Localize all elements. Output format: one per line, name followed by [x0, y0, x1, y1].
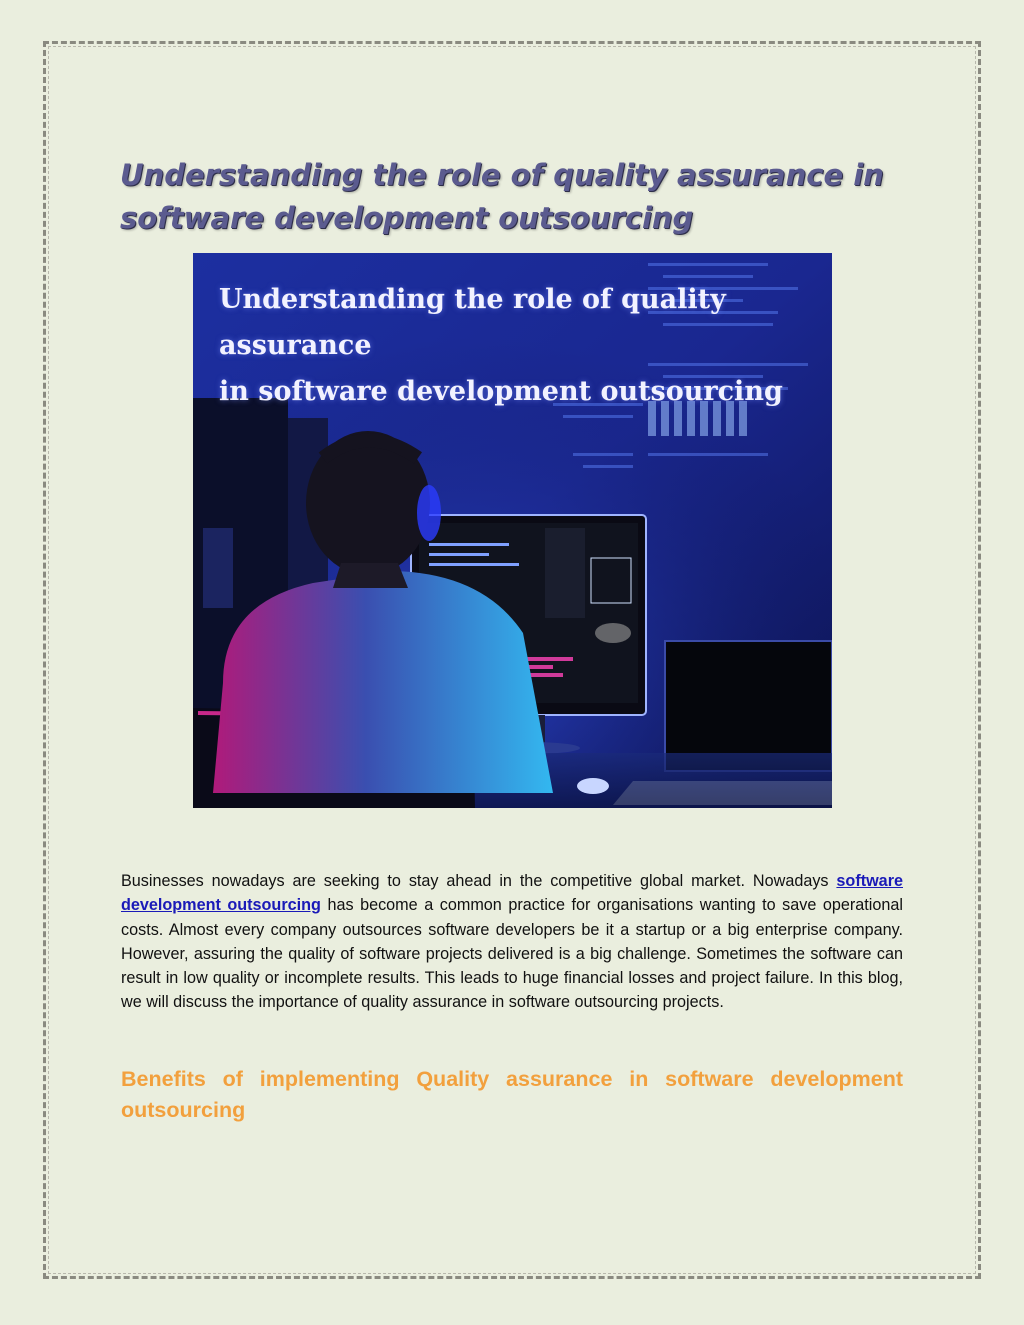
document-title: Understanding the role of quality assurance in software development outsourcing	[120, 158, 884, 235]
hero-caption-line-2: in software development outsourcing	[219, 376, 783, 407]
section-heading: Benefits of implementing Quality assurance in software development outsourcing	[121, 1067, 903, 1122]
paragraph-lead: Businesses nowadays are seeking to stay ahead in the competitive global market. Nowadays	[121, 872, 837, 890]
hero-caption-line-1: Understanding the role of quality assurance	[219, 284, 726, 361]
software-outsourcing-link[interactable]: software development outsourcing	[121, 872, 903, 915]
hero-image	[193, 253, 832, 808]
intro-paragraph	[121, 869, 903, 1015]
hero-caption	[219, 277, 819, 415]
paragraph-rest: has become a common practice for organisations wanting to save operational costs. Almost every company outsources software developers be it a startup or a big enterprise company. However, assuring the quality of software projects delivered is a big challenge. Sometimes the software can result in low quality or incomplete results. This leads to huge financial losses and project failure. In this blog, we will discuss the importance of quality assurance in software outsourcing projects.	[121, 896, 903, 1012]
